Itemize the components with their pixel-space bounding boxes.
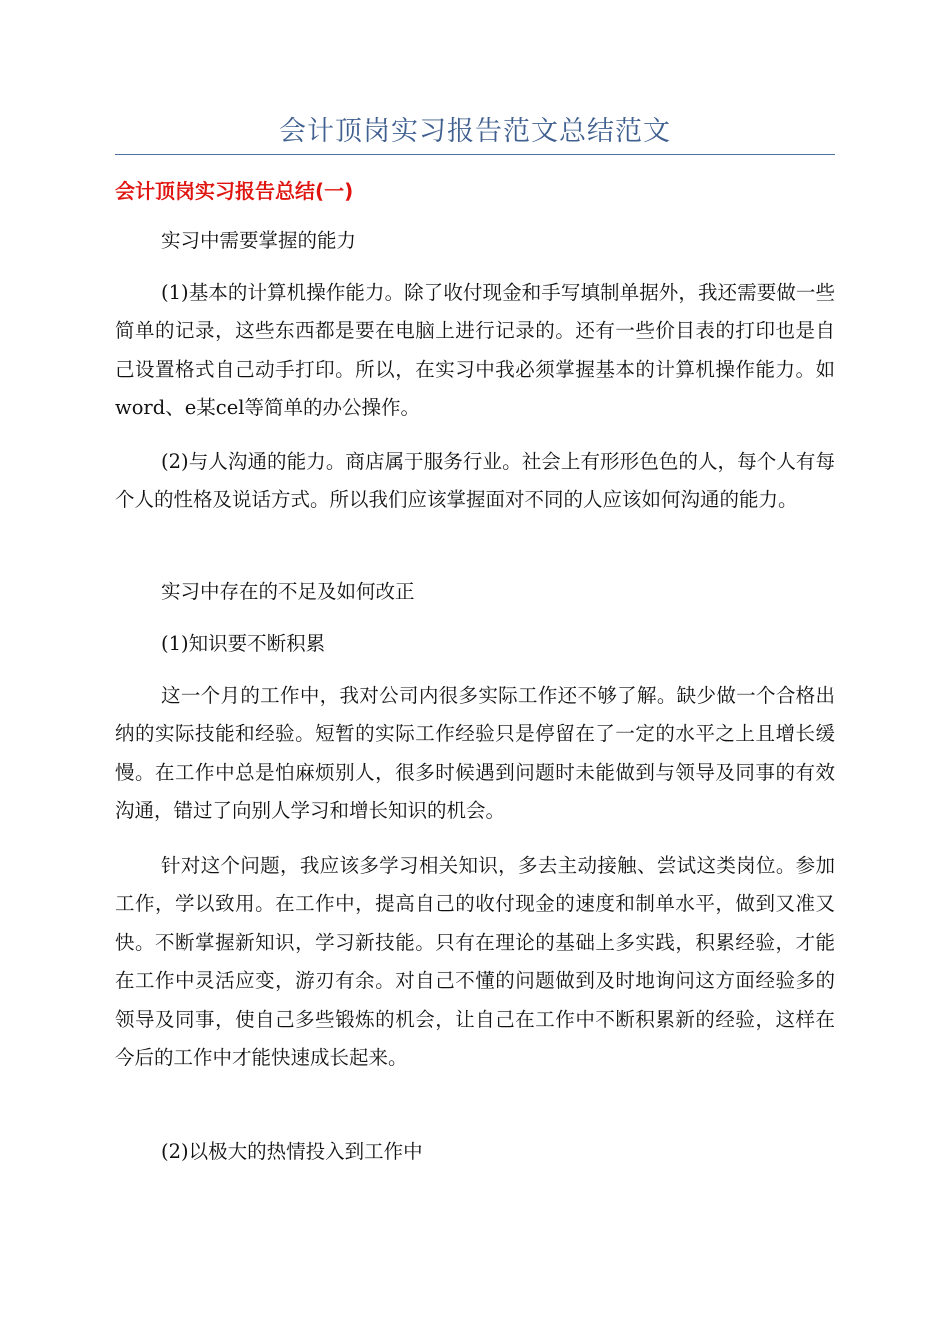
paragraph-4: 实习中存在的不足及如何改正: [161, 580, 415, 603]
paragraph-1: 实习中需要掌握的能力: [161, 229, 357, 252]
paragraph-7: 针对这个问题，我应该多学习相关知识，多去主动接触、尝试这类岗位。参加工作，学以致用。在工作中，提高自己的收付现金的速度和制单水平，做到又准又快。不断掌握新知识，学习新技能。只有在理论的基础上多实践，积累经验，才能在工作中灵活应变，游刃有余。对自己不懂的问题做到及时地询问这方面经验多的领导及同事，使自己多些锻炼的机会，让自己在工作中不断积累新的经验，这样在今后的工作中才能快速成长起来。: [115, 854, 835, 1070]
section-heading: 会计顶岗实习报告总结(一): [115, 179, 354, 203]
paragraph-3: (2)与人沟通的能力。商店属于服务行业。社会上有形形色色的人，每个人有每个人的性格及说话方式。所以我们应该掌握面对不同的人应该如何沟通的能力。: [115, 450, 835, 512]
title-underline-rule: [115, 154, 835, 155]
document-title: 会计顶岗实习报告范文总结范文: [279, 116, 671, 147]
paragraph-5: (1)知识要不断积累: [161, 632, 326, 655]
paragraph-8: (2)以极大的热情投入到工作中: [161, 1140, 423, 1163]
paragraph-6: 这一个月的工作中，我对公司内很多实际工作还不够了解。缺少做一个合格出纳的实际技能和经验。短暂的实际工作经验只是停留在了一定的水平之上且增长缓慢。在工作中总是怕麻烦别人，很多时候遇到问题时未能做到与领导及同事的有效沟通，错过了向别人学习和增长知识的机会。: [115, 684, 835, 823]
paragraph-2: (1)基本的计算机操作能力。除了收付现金和手写填制单据外，我还需要做一些简单的记录，这些东西都是要在电脑上进行记录的。还有一些价目表的打印也是自己设置格式自己动手打印。所以，在实习中我必须掌握基本的计算机操作能力。如word、e某cel等简单的办公操作。: [115, 281, 835, 420]
